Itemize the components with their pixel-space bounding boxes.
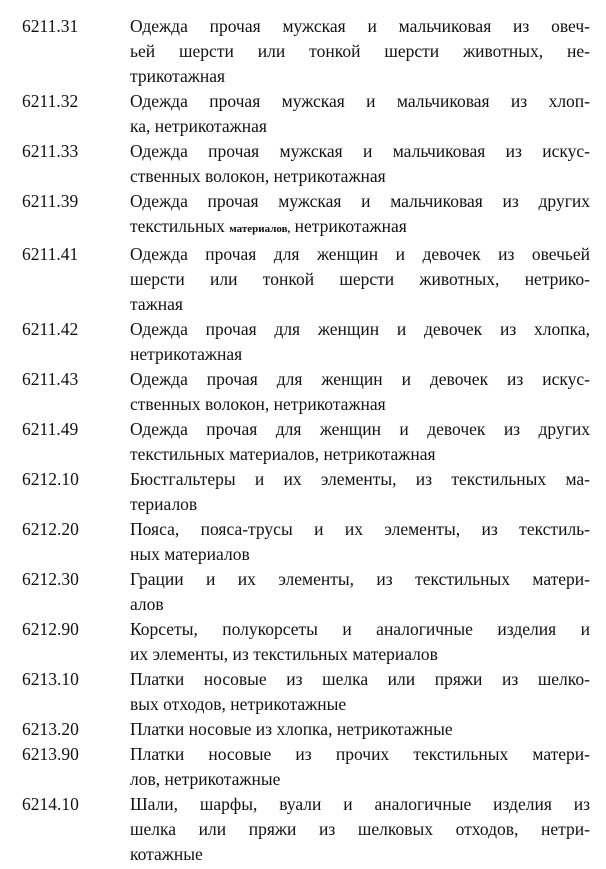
list-item [22, 517, 590, 567]
description-line: ка, нетрикотажная [130, 116, 267, 136]
description-line: Платки носовые из хлопка, нетрикотажные [130, 719, 453, 739]
description-line: Платки носовые из шелка или пряжи из шелко- [130, 669, 590, 689]
description-line: Одежда прочая для женщин и девочек из других [130, 419, 590, 439]
item-description [130, 189, 590, 242]
description-line: Грации и их элементы, из текстильных матери- [130, 569, 590, 589]
item-description [130, 567, 590, 617]
list-item [22, 717, 590, 742]
description-line: тажная [130, 294, 183, 314]
description-line: Шали, шарфы, вуали и аналогичные изделия из [130, 794, 590, 814]
item-code: 6211.31 [22, 16, 79, 36]
description-line: Одежда прочая мужская и мальчиковая из хлоп- [130, 91, 590, 111]
list-item [22, 617, 590, 667]
list-item [22, 14, 590, 89]
item-code: 6211.41 [22, 244, 79, 264]
item-description [130, 717, 590, 742]
item-code: 6211.49 [22, 419, 79, 439]
item-description [130, 467, 590, 517]
list-item [22, 417, 590, 467]
item-code: 6213.20 [22, 719, 79, 739]
item-description [130, 242, 590, 317]
item-description [130, 617, 590, 667]
description-line: Одежда прочая для женщин и девочек из овечьей [130, 244, 590, 264]
description-line: лов, нетрикотажные [130, 769, 281, 789]
description-line: ственных волокон, нетрикотажная [130, 394, 386, 414]
description-line: шерсти или тонкой шерсти животных, нетрико- [130, 269, 590, 289]
item-code: 6213.90 [22, 744, 79, 764]
item-code: 6211.32 [22, 91, 79, 111]
item-description [130, 139, 590, 189]
item-code: 6212.90 [22, 619, 79, 639]
description-line: Корсеты, полукорсеты и аналогичные изделия и [130, 619, 590, 639]
description-line: ьей шерсти или тонкой шерсти животных, не- [130, 41, 590, 61]
description-line: нетрикотажная [130, 344, 243, 364]
description-line: вых отходов, нетрикотажные [130, 694, 347, 714]
list-item [22, 742, 590, 792]
list-item [22, 242, 590, 317]
item-description [130, 89, 590, 139]
description-line: их элементы, из текстильных материалов [130, 644, 438, 664]
description-line: Одежда прочая для женщин и девочек из искус- [130, 369, 590, 389]
item-code: 6212.10 [22, 469, 79, 489]
item-description [130, 667, 590, 717]
description-line [130, 214, 590, 242]
description-line: котажные [130, 844, 203, 864]
description-line: текстильных материалов, нетрикотажная [130, 444, 436, 464]
item-description [130, 367, 590, 417]
item-description [130, 317, 590, 367]
list-item [22, 467, 590, 517]
description-line: алов [130, 594, 164, 614]
list-item [22, 139, 590, 189]
description-line: трикотажная [130, 66, 226, 86]
description-line: териалов [130, 494, 198, 514]
item-code: 6213.10 [22, 669, 79, 689]
description-fragment: текстильных [130, 216, 230, 236]
description-line: Пояса, пояса-трусы и их элементы, из текстиль- [130, 519, 590, 539]
description-line: шелка или пряжи из шелковых отходов, нетри- [130, 819, 590, 839]
list-item [22, 89, 590, 139]
item-description [130, 417, 590, 467]
list-item [22, 667, 590, 717]
item-description [130, 792, 590, 867]
item-description [130, 14, 590, 89]
description-line: ственных волокон, нетрикотажная [130, 166, 386, 186]
item-code: 6211.39 [22, 191, 79, 211]
item-description [130, 742, 590, 792]
list-item [22, 317, 590, 367]
list-item [22, 567, 590, 617]
description-fragment: нетрикотажная [290, 216, 407, 236]
description-line: Одежда прочая для женщин и девочек из хлопка, [130, 319, 590, 339]
description-line: Платки носовые из прочих текстильных матери- [130, 744, 590, 764]
item-description [130, 517, 590, 567]
description-small-fragment: материалов, [229, 223, 291, 235]
description-line: Одежда прочая мужская и мальчиковая из искус- [130, 141, 590, 161]
list-item [22, 367, 590, 417]
item-code: 6212.30 [22, 569, 79, 589]
item-code: 6212.20 [22, 519, 79, 539]
description-line: Одежда прочая мужская и мальчиковая из других [130, 191, 590, 211]
description-line: Одежда прочая мужская и мальчиковая из овеч- [130, 16, 590, 36]
list-item [22, 792, 590, 867]
description-line: ных материалов [130, 544, 250, 564]
list-item [22, 189, 590, 242]
item-code: 6211.43 [22, 369, 79, 389]
code-list [22, 14, 590, 867]
item-code: 6211.33 [22, 141, 79, 161]
item-code: 6211.42 [22, 319, 79, 339]
item-code: 6214.10 [22, 794, 79, 814]
description-line: Бюстгальтеры и их элементы, из текстильных ма- [130, 469, 590, 489]
